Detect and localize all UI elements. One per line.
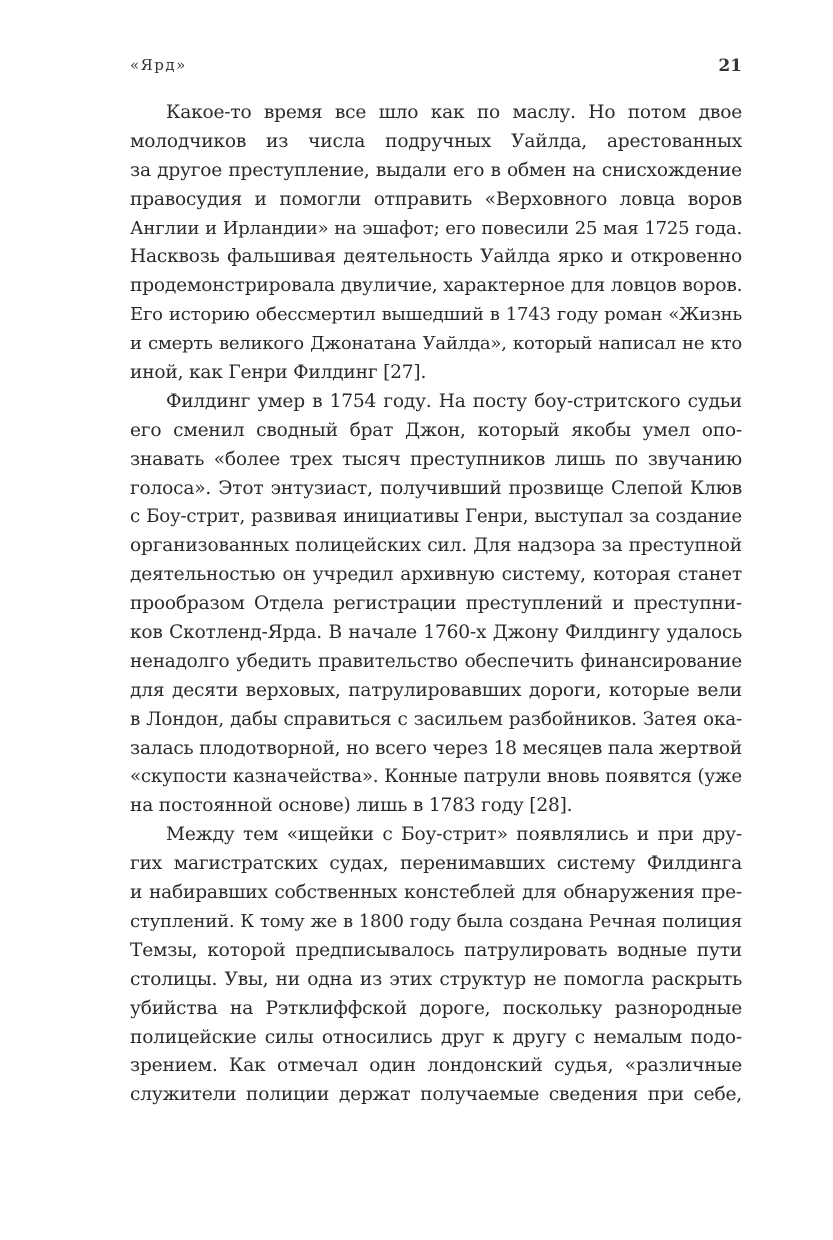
text-line: с Боу-стрит, развивая инициативы Генри, выступал за создание bbox=[130, 506, 742, 528]
text-line: залась плодотворной, но всего через 18 месяцев пала жертвой bbox=[130, 737, 743, 759]
text-line: на постоянной основе) лишь в 1783 году [28]. bbox=[130, 795, 573, 817]
text-line: Между тем «ищейки с Боу-стрит» появлялись и при дру- bbox=[166, 824, 742, 846]
running-head bbox=[130, 56, 742, 80]
text-line: за другое преступление, выдали его в обмен на снисхождение bbox=[130, 159, 742, 181]
text-line: организованных полицейских сил. Для надзора за преступной bbox=[130, 535, 742, 557]
page-number: 21 bbox=[718, 56, 742, 76]
text-line: прообразом Отдела регистрации преступлений и преступни- bbox=[130, 593, 742, 615]
text-line: ненадолго убедить правительство обеспечить финансирование bbox=[130, 650, 742, 672]
text-line: Какое-то время все шло как по маслу. Но потом двое bbox=[166, 102, 742, 123]
text-line: убийства на Рэтклиффской дороге, поскольку разнородные bbox=[130, 997, 742, 1019]
text-line: иной, как Генри Филдинг [27]. bbox=[130, 362, 427, 384]
text-line: правосудия и помогли отправить «Верховного ловца воров bbox=[130, 188, 742, 210]
text-line: Англии и Ирландии» на эшафот; его повесили 25 мая 1725 года. bbox=[130, 217, 742, 239]
text-line: Его историю обессмертил вышедший в 1743 году роман «Жизнь bbox=[130, 304, 742, 326]
text-line: служители полиции держат получаемые сведения при себе, bbox=[130, 1084, 742, 1106]
text-line: полицейские силы относились друг к другу с немалым подо- bbox=[130, 1026, 742, 1048]
text-line: ков Скотленд-Ярда. В начале 1760-х Джону Филдингу удалось bbox=[130, 622, 742, 644]
text-line: для десяти верховых, патрулировавших дороги, которые вели bbox=[130, 679, 742, 701]
text-line: и смерть великого Джонатана Уайлда», который написал не кто bbox=[130, 333, 742, 355]
text-line: «скупости казначейства». Конные патрули вновь появятся (уже bbox=[130, 766, 742, 788]
text-line: деятельностью он учредил архивную систему, которая станет bbox=[130, 564, 742, 586]
body-text bbox=[130, 99, 742, 1110]
text-line: его сменил сводный брат Джон, который якобы умел опо- bbox=[130, 419, 742, 441]
text-line: Филдинг умер в 1754 году. На посту боу-стритского судьи bbox=[166, 390, 742, 412]
text-line: продемонстрировала двуличие, характерное для ловцов воров. bbox=[130, 275, 743, 297]
text-line: в Лондон, дабы справиться с засильем разбойников. Затея ока- bbox=[130, 708, 742, 730]
text-line: голоса». Этот энтузиаст, получивший прозвище Слепой Клюв bbox=[130, 477, 742, 499]
text-line: и набиравших собственных констеблей для обнаружения пре- bbox=[130, 882, 742, 904]
running-title: «Ярд» bbox=[130, 56, 187, 74]
text-line: столицы. Увы, ни одна из этих структур не помогла раскрыть bbox=[130, 968, 742, 990]
text-line: ступлений. К тому же в 1800 году была создана Речная полиция bbox=[130, 910, 742, 932]
text-line: Насквозь фальшивая деятельность Уайлда ярко и откровенно bbox=[130, 246, 742, 268]
text-line: молодчиков из числа подручных Уайлда, арестованных bbox=[130, 130, 742, 152]
text-line: зрением. Как отмечал один лондонский судья, «различные bbox=[130, 1055, 742, 1077]
text-line: гих магистратских судах, перенимавших систему Филдинга bbox=[130, 853, 742, 875]
text-line: знавать «более трех тысяч преступников лишь по звучанию bbox=[130, 448, 742, 470]
text-line: Темзы, которой предписывалось патрулировать водные пути bbox=[130, 939, 742, 961]
